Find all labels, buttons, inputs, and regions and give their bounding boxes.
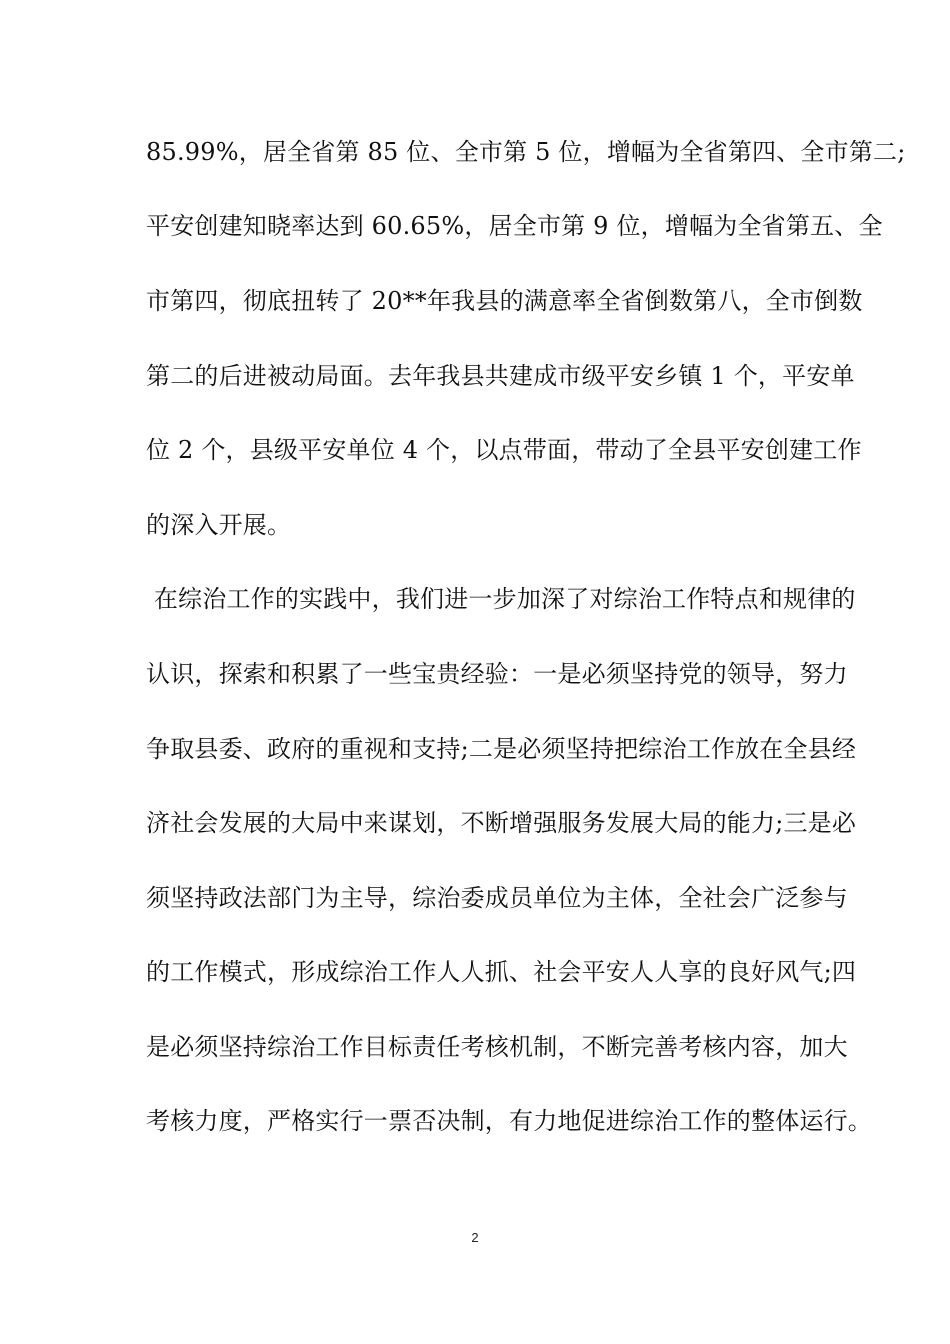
text-line: 的深入开展。 <box>146 511 292 539</box>
text-line: 在综治工作的实践中，我们进一步加深了对综治工作特点和规律的 <box>146 585 856 613</box>
text-line: 认识，探索和积累了一些宝贵经验：一是必须坚持党的领导，努力 <box>146 660 848 688</box>
text-line: 位 2 个，县级平安单位 4 个，以点带面，带动了全县平安创建工作 <box>146 436 862 464</box>
text-line: 须坚持政法部门为主导，综治委成员单位为主体，全社会广泛参与 <box>146 884 848 912</box>
text-line: 是必须坚持综治工作目标责任考核机制，不断完善考核内容，加大 <box>146 1033 848 1061</box>
text-line: 的工作模式，形成综治工作人人抓、社会平安人人享的良好风气;四 <box>146 958 857 986</box>
text-line: 85.99%，居全省第 85 位、全市第 5 位，增幅为全省第四、全市第二; <box>146 138 906 166</box>
text-line: 济社会发展的大局中来谋划，不断增强服务发展大局的能力;三是必 <box>146 809 857 837</box>
text-line: 考核力度，严格实行一票否决制，有力地促进综治工作的整体运行。 <box>146 1107 872 1135</box>
text-line: 第二的后进被动局面。去年我县共建成市级平安乡镇 1 个，平安单 <box>146 362 855 390</box>
text-line: 市第四，彻底扭转了 20**年我县的满意率全省倒数第八，全市倒数 <box>146 287 863 315</box>
text-line: 争取县委、政府的重视和支持;二是必须坚持把综治工作放在全县经 <box>146 735 857 763</box>
page-number: 2 <box>471 1230 479 1245</box>
text-line: 平安创建知晓率达到 60.65%，居全市第 9 位，增幅为全省第五、全 <box>146 212 883 240</box>
